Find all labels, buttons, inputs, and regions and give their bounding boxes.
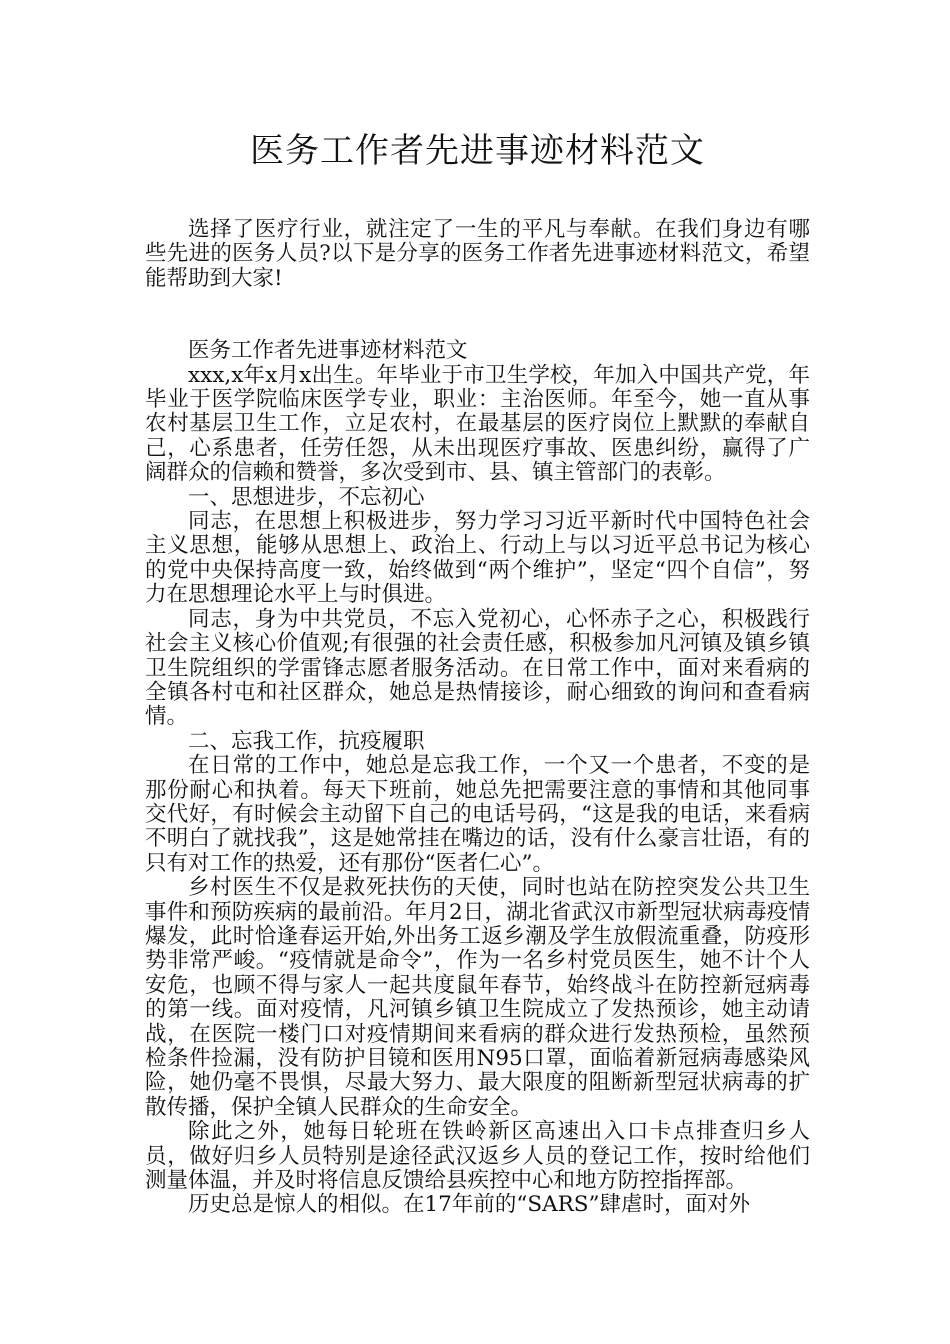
section-heading: 一、思想进步，不忘初心: [188, 484, 425, 510]
body-paragraph: 除此之外，她每日轮班在铁岭新区高速出入口卡点排查归乡人员，做好归乡人员特别是途径武汉返乡人员的登记工作，按时给他们测量体温，并及时将信息反馈给县疾控中心和地方防控指挥部。: [145, 1119, 810, 1194]
body-paragraph: 同志，身为中共党员，不忘入党初心，心怀赤子之心，积极践行社会主义核心价值观;有很强的社会责任感，积极参加凡河镇及镇乡镇卫生院组织的学雷锋志愿者服务活动。在日常工作中，面对来看病的全镇各村屯和社区群众，她总是热情接诊，耐心细致的询问和查看病情。: [145, 606, 810, 730]
body-paragraph: 乡村医生不仅是救死扶伤的天使，同时也站在防控突发公共卫生事件和预防疾病的最前沿。年月2日，湖北省武汉市新型冠状病毒疫情爆发，此时恰逢春运开始,外出务工返乡潮及学生放假流重叠，防疫形势非常严峻。“疫情就是命令”，作为一名乡村党员医生，她不计个人安危，也顾不得与家人一起共度鼠年春节，始终战斗在防控新冠病毒的第一线。面对疫情，凡河镇乡镇卫生院成立了发热预诊，她主动请战，在医院一楼门口对疫情期间来看病的群众进行发热预检，虽然预检条件捡漏，没有防护目镜和医用N95口罩，面临着新冠病毒感染风险，她仍毫不畏惧，尽最大努力、最大限度的阻断新型冠状病毒的扩散传播，保护全镇人民群众的生命安全。: [145, 875, 810, 1120]
intro-paragraph: 选择了医疗行业，就注定了一生的平凡与奉献。在我们身边有哪些先进的医务人员?以下是分享的医务工作者先进事迹材料范文，希望能帮助到大家!: [145, 217, 810, 291]
spacer: [145, 291, 810, 315]
body-paragraph: 在日常的工作中，她总是忘我工作，一个又一个患者，不变的是那份耐心和执着。每天下班前，她总先把需要注意的事情和其他同事交代好，有时候会主动留下自己的电话号码，“这是我的电话，来看病不明白了就找我”，这是她常挂在嘴边的话，没有什么豪言壮语，有的只有对工作的热爱，还有那份“医者仁心”。: [145, 753, 810, 876]
section-heading: 二、忘我工作，抗疫履职: [188, 728, 425, 754]
body-paragraph: 同志，在思想上积极进步，努力学习习近平新时代中国特色社会主义思想，能够从思想上、政治上、行动上与以习近平总书记为核心的党中央保持高度一致，始终做到“两个维护”，坚定“四个自信”，努力在思想理论水平上与时俱进。: [145, 509, 810, 608]
body-paragraph: xxx,x年x月x出生。年毕业于市卫生学校，年加入中国共产党，年毕业于医学院临床医学专业，职业：主治医师。年至今，她一直从事农村基层卫生工作，立足农村，在最基层的医疗岗位上默默的奉献自己，心系患者，任劳任怨，从未出现医疗事故、医患纠纷，赢得了广阔群众的信赖和赞誉，多次受到市、县、镇主管部门的表彰。: [145, 362, 810, 486]
document-title: 医务工作者先进事迹材料范文: [250, 131, 705, 171]
spacer: [145, 315, 810, 339]
body-paragraph: 历史总是惊人的相似。在17年前的“SARS”肆虐时，面对外: [188, 1192, 751, 1218]
section-subtitle: 医务工作者先进事迹材料范文: [188, 338, 468, 364]
